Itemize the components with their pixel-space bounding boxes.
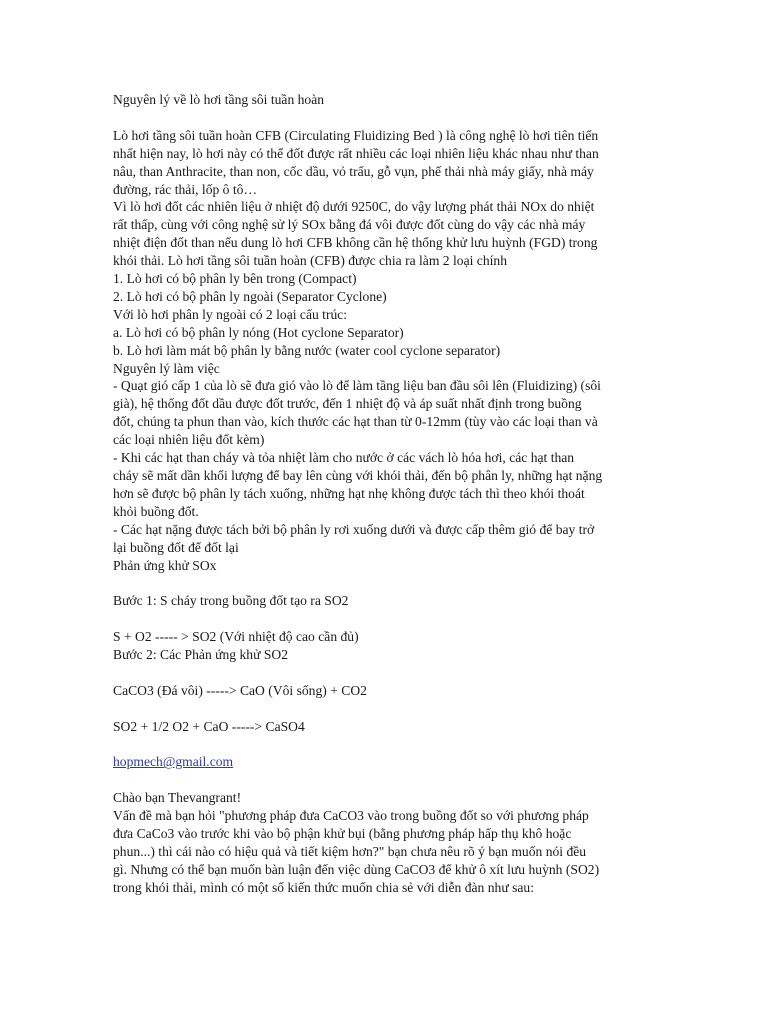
document-title: Nguyên lý về lò hơi tầng sôi tuần hoàn bbox=[113, 92, 325, 107]
spacer bbox=[113, 574, 658, 592]
spacer bbox=[113, 700, 658, 718]
text-line: Lò hơi tầng sôi tuần hoàn CFB (Circulating Fluidizing Bed ) là công nghệ lò hơi tiên tiến bbox=[113, 127, 599, 143]
reaction-2: CaCO3 (Đá vôi) -----> CaO (Vôi sống) + CO2 bbox=[113, 682, 367, 698]
text-line: gì. Nhưng có thể bạn muốn bàn luận đến việc dùng CaCO3 để khử ô xít lưu huỳnh (SO2) bbox=[113, 861, 600, 877]
text-line: cháy sẽ mất dần khối lượng để bay lên cùng với khói thải, đến bộ phân ly, những hạt nặng bbox=[113, 468, 603, 484]
spacer bbox=[113, 664, 658, 682]
spacer bbox=[113, 610, 658, 628]
text-line: nhiệt điện đốt than nếu dung lò hơi CFB không cần hệ thống khử lưu huỳnh (FGD) trong bbox=[113, 235, 598, 251]
text-line: 2. Lò hơi có bộ phân ly ngoài (Separator Cyclone) bbox=[113, 288, 387, 304]
text-line: - Quạt gió cấp 1 của lò sẽ đưa gió vào lò để làm tầng liệu ban đầu sôi lên (Fluidizing) (sôi bbox=[113, 378, 601, 394]
step-1: Bước 1: S cháy trong buồng đốt tạo ra SO2 bbox=[113, 593, 349, 609]
email-line bbox=[113, 753, 658, 771]
text-line: khói thải. Lò hơi tầng sôi tuần hoàn (CFB) được chia ra làm 2 loại chính bbox=[113, 253, 507, 269]
spacer bbox=[113, 109, 658, 127]
text-line: đốt, chúng ta phun than vào, kích thước các hạt than từ 0-12mm (tùy vào các loại than và bbox=[113, 414, 598, 430]
reaction-3: SO2 + 1/2 O2 + CaO -----> CaSO4 bbox=[113, 718, 305, 734]
text-line: khỏi buồng đốt. bbox=[113, 503, 199, 519]
text-line: nâu, than Anthracite, than non, cốc dầu, vỏ trấu, gỗ vụn, phế thải nhà máy giấy, nhà máy bbox=[113, 163, 594, 179]
text-line: già), hệ thống đốt dầu được đốt trước, đến 1 nhiệt độ và áp suất nhất định trong buồng bbox=[113, 396, 582, 412]
text-line: b. Lò hơi làm mát bộ phân ly bằng nước (water cool cyclone separator) bbox=[113, 342, 501, 358]
text-line: Vấn đề mà bạn hỏi "phương pháp đưa CaCO3 vào trong buồng đốt so với phương pháp bbox=[113, 808, 589, 824]
reply-paragraph bbox=[113, 807, 658, 897]
text-line: đường, rác thải, lốp ô tô… bbox=[113, 181, 258, 197]
intro-paragraph bbox=[113, 127, 658, 575]
text-line: a. Lò hơi có bộ phân ly nóng (Hot cyclone Separator) bbox=[113, 324, 404, 340]
document-body bbox=[113, 91, 658, 897]
spacer bbox=[113, 771, 658, 789]
text-line: các loại nhiên liệu đốt kèm) bbox=[113, 432, 265, 448]
text-line: nhất hiện nay, lò hơi này có thể đốt được rất nhiều các loại nhiên liệu khác nhau như than bbox=[113, 145, 599, 161]
reaction-1: S + O2 ----- > SO2 (Với nhiệt độ cao cần đủ) bbox=[113, 629, 359, 645]
text-line: Với lò hơi phân ly ngoài có 2 loại cấu trúc: bbox=[113, 306, 348, 322]
greeting: Chào bạn Thevangrant! bbox=[113, 790, 242, 806]
text-line: trong khói thải, mình có một số kiến thức muốn chia sẻ với diễn đàn như sau: bbox=[113, 879, 534, 895]
text-line: - Khi các hạt than cháy và tỏa nhiệt làm cho nước ở các vách lò hóa hơi, các hạt than bbox=[113, 450, 575, 466]
text-line: Nguyên lý làm việc bbox=[113, 360, 220, 376]
text-line: Vì lò hơi đốt các nhiên liệu ở nhiệt độ dưới 9250C, do vậy lượng phát thải NOx do nhiệt bbox=[113, 199, 595, 215]
spacer bbox=[113, 736, 658, 754]
email-link[interactable]: hopmech@gmail.com bbox=[113, 754, 234, 770]
text-line: rất thấp, cùng với công nghệ sử lý SOx bằng đá vôi được đốt cùng do vậy các nhà máy bbox=[113, 217, 586, 233]
text-line: lại buồng đốt để đốt lại bbox=[113, 539, 239, 555]
step-2: Bước 2: Các Phản ứng khử SO2 bbox=[113, 647, 289, 663]
section-heading: Phản ứng khử SOx bbox=[113, 557, 217, 573]
text-line: hơn sẽ được bộ phân ly tách xuống, những hạt nhẹ không được tách thì theo khói thoát bbox=[113, 485, 585, 501]
text-line: phun...) thì cái nào có hiệu quả và tiết kiệm hơn?" bạn chưa nêu rõ ý bạn muốn nói đều bbox=[113, 843, 587, 859]
text-line: 1. Lò hơi có bộ phân ly bên trong (Compact) bbox=[113, 271, 357, 287]
text-line: đưa CaCo3 vào trước khi vào bộ phận khử bụi (bằng phương pháp hấp thụ khô hoặc bbox=[113, 826, 572, 842]
text-line: - Các hạt nặng được tách bởi bộ phân ly rơi xuống dưới và được cấp thêm gió để bay trở bbox=[113, 521, 595, 537]
